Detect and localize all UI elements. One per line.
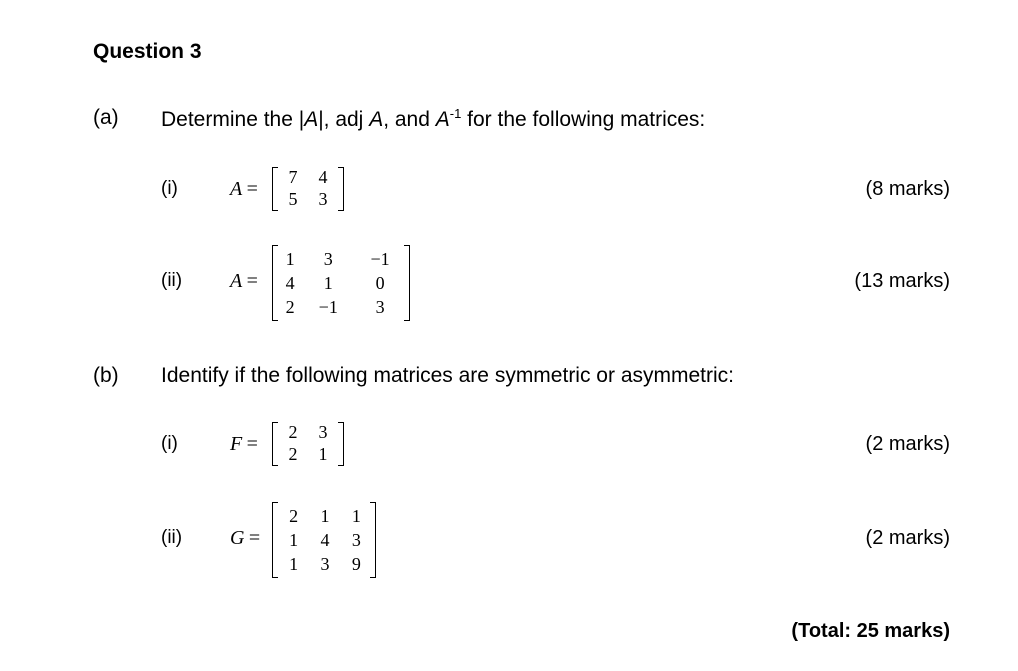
part-a-ii-equation: A = (230, 270, 258, 292)
matrix-a-3x3: 1 3 −1 4 1 0 2 −1 3 (272, 245, 410, 321)
part-a-ii-marks: (13 marks) (854, 270, 950, 292)
part-a-instruction: Determine the |A|, adj A, and $A^{-1}$ for the following matrices: (161, 106, 706, 131)
part-a-label: (a) (93, 106, 119, 129)
total-marks: (Total: 25 marks) (791, 620, 950, 642)
matrix-g-3x3: 2 1 1 1 4 3 1 3 9 (272, 502, 376, 578)
matrix-a-2x2: 7 4 5 3 (272, 167, 344, 211)
part-b-ii-label: (ii) (161, 527, 183, 548)
part-b-i-equation: F = (230, 433, 258, 455)
question-title: Question 3 (93, 40, 202, 63)
part-a-i-marks: (8 marks) (865, 178, 950, 200)
part-a-ii-label: (ii) (161, 270, 183, 291)
part-b-label: (b) (93, 364, 119, 387)
part-a-i-equation: A = (230, 178, 258, 200)
matrix-f-2x2: 2 3 2 1 (272, 422, 344, 466)
part-b-i-label: (i) (161, 433, 178, 454)
part-b-instruction: Identify if the following matrices are symmetric or asymmetric: (161, 364, 734, 387)
part-b-ii-equation: G = (230, 527, 261, 549)
part-a-i-label: (i) (161, 178, 178, 199)
part-b-i-marks: (2 marks) (865, 433, 950, 455)
part-b-ii-marks: (2 marks) (865, 527, 950, 549)
